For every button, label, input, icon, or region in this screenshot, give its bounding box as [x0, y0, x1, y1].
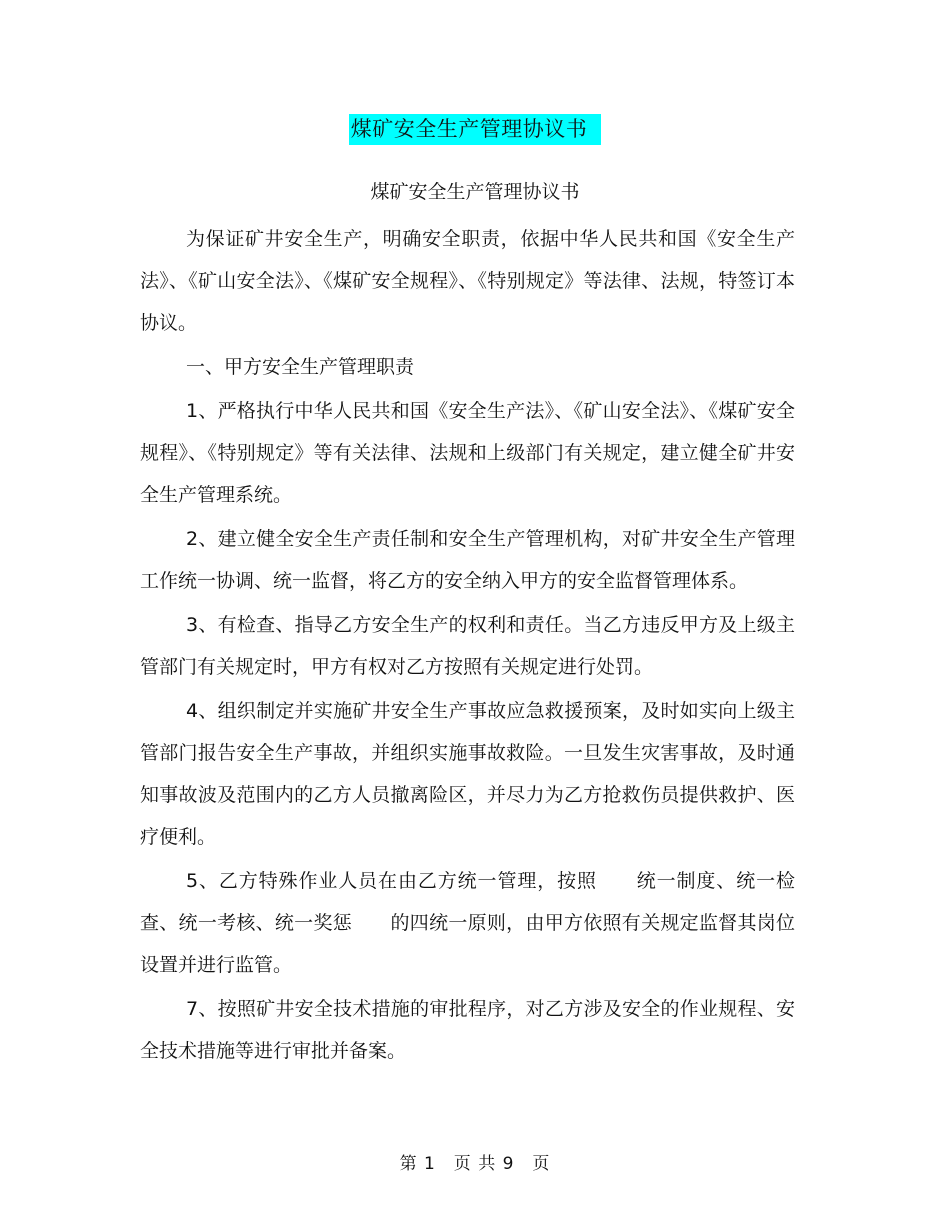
title-container	[0, 114, 950, 145]
page-number-footer: 第 1 页 共 9 页	[399, 1154, 551, 1174]
section-heading-party-a: 一、甲方安全生产管理职责	[186, 356, 415, 378]
paragraph-intro: 为保证矿井安全生产，明确安全职责，依据中华人民共和国《安全生产法》、《矿山安全法》、《煤矿安全规程》、《特别规定》等法律、法规，特签订本协议。	[140, 228, 795, 334]
document-subtitle: 煤矿安全生产管理协议书	[370, 181, 580, 203]
clause-3: 3、有检查、指导乙方安全生产的权利和责任。当乙方违反甲方及上级主管部门有关规定时，甲方有权对乙方按照有关规定进行处罚。	[140, 614, 795, 678]
clause-5: 5、乙方特殊作业人员在由乙方统一管理，按照 统一制度、统一检查、统一考核、统一奖惩 的四统一原则，由甲方依照有关规定监督其岗位设置并进行监管。	[140, 870, 795, 976]
clause-1: 1、严格执行中华人民共和国《安全生产法》、《矿山安全法》、《煤矿安全规程》、《特别规定》等有关法律、法规和上级部门有关规定，建立健全矿井安全生产管理系统。	[140, 400, 795, 506]
document-title: 煤矿安全生产管理协议书	[349, 114, 602, 145]
clause-2: 2、建立健全安全生产责任制和安全生产管理机构，对矿井安全生产管理工作统一协调、统一监督，将乙方的安全纳入甲方的安全监督管理体系。	[140, 528, 795, 592]
document-body	[140, 218, 795, 1072]
clause-4: 4、组织制定并实施矿井安全生产事故应急救援预案，及时如实向上级主管部门报告安全生产事故，并组织实施事故救险。一旦发生灾害事故，及时通知事故波及范围内的乙方人员撤离险区，并尽力为乙方抢救伤员提供救护、医疗便利。	[140, 700, 795, 848]
clause-7: 7、按照矿井安全技术措施的审批程序，对乙方涉及安全的作业规程、安全技术措施等进行审批并备案。	[140, 998, 795, 1062]
